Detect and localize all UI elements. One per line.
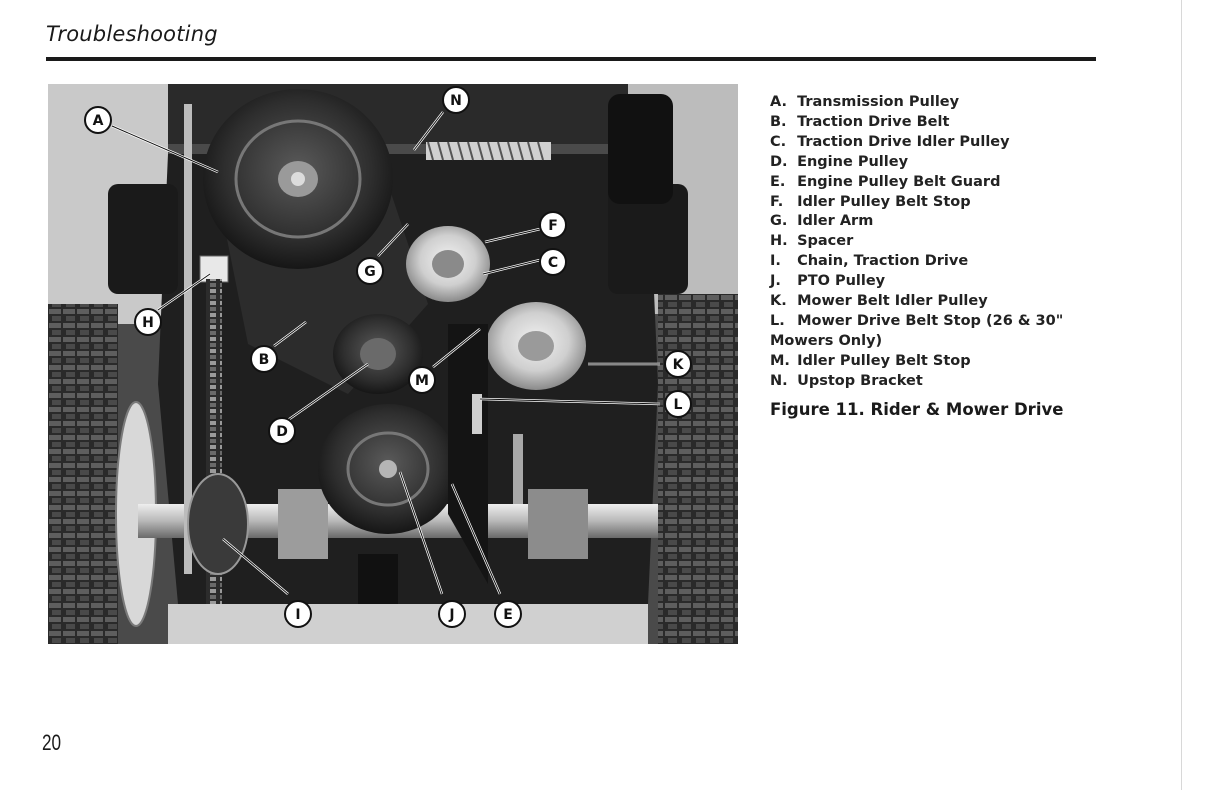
page-number: 20 (42, 730, 62, 755)
legend-item: I. Chain, Traction Drive (770, 253, 969, 270)
callout-c (540, 249, 566, 275)
legend-item: N. Upstop Bracket (770, 372, 923, 389)
legend-item: B. Traction Drive Belt (770, 113, 950, 130)
legend-item: A. Transmission Pulley (770, 94, 960, 110)
callout-m (409, 367, 435, 393)
figure-caption: Figure 11. Rider & Mower Drive (770, 400, 1064, 419)
callout-e (495, 601, 521, 627)
legend-item: E. Engine Pulley Belt Guard (770, 173, 1001, 190)
callout-h (135, 309, 161, 335)
callout-f (540, 212, 566, 238)
svg-text:J: J (449, 607, 455, 623)
legend-item: D. Engine Pulley (770, 153, 909, 170)
legend-item: K. Mower Belt Idler Pulley (770, 293, 988, 310)
svg-text:C: C (547, 255, 559, 271)
legend-item: J. PTO Pulley (770, 273, 886, 290)
legend-item: M. Idler Pulley Belt Stop (770, 352, 971, 369)
svg-text:G: G (364, 264, 376, 280)
photo-illustration (48, 84, 738, 644)
callout-g (357, 258, 383, 284)
svg-text:M: M (415, 373, 429, 389)
callout-d (269, 418, 295, 444)
header-rule (46, 57, 1096, 61)
rider-mower-drive-photo (48, 84, 738, 644)
svg-text:E: E (503, 607, 513, 623)
svg-text:B: B (258, 352, 270, 368)
callout-i (285, 601, 311, 627)
section-title: Troubleshooting (46, 22, 218, 46)
svg-text:N: N (450, 93, 462, 109)
legend-item: F. Idler Pulley Belt Stop (770, 193, 971, 210)
svg-text:I: I (295, 607, 301, 623)
callout-j (439, 601, 465, 627)
spring-illustration (426, 142, 551, 160)
callout-k (665, 351, 691, 377)
callout-b (251, 346, 277, 372)
legend-item: H. Spacer (770, 233, 854, 250)
svg-text:L: L (673, 397, 683, 413)
legend-item: L. Mower Drive Belt Stop (26 & 30" Mowers Only) (770, 312, 1064, 349)
callout-l (665, 391, 691, 417)
legend-item: C. Traction Drive Idler Pulley (770, 133, 1010, 150)
callout-n (443, 87, 469, 113)
svg-text:A: A (92, 113, 104, 129)
svg-text:K: K (672, 357, 684, 373)
page-edge-line (1181, 0, 1182, 790)
callout-a (85, 107, 111, 133)
svg-text:D: D (276, 424, 288, 440)
legend-item: G. Idler Arm (770, 213, 874, 230)
svg-text:H: H (142, 315, 154, 331)
figure-legend (770, 93, 1090, 392)
svg-text:F: F (548, 218, 558, 234)
